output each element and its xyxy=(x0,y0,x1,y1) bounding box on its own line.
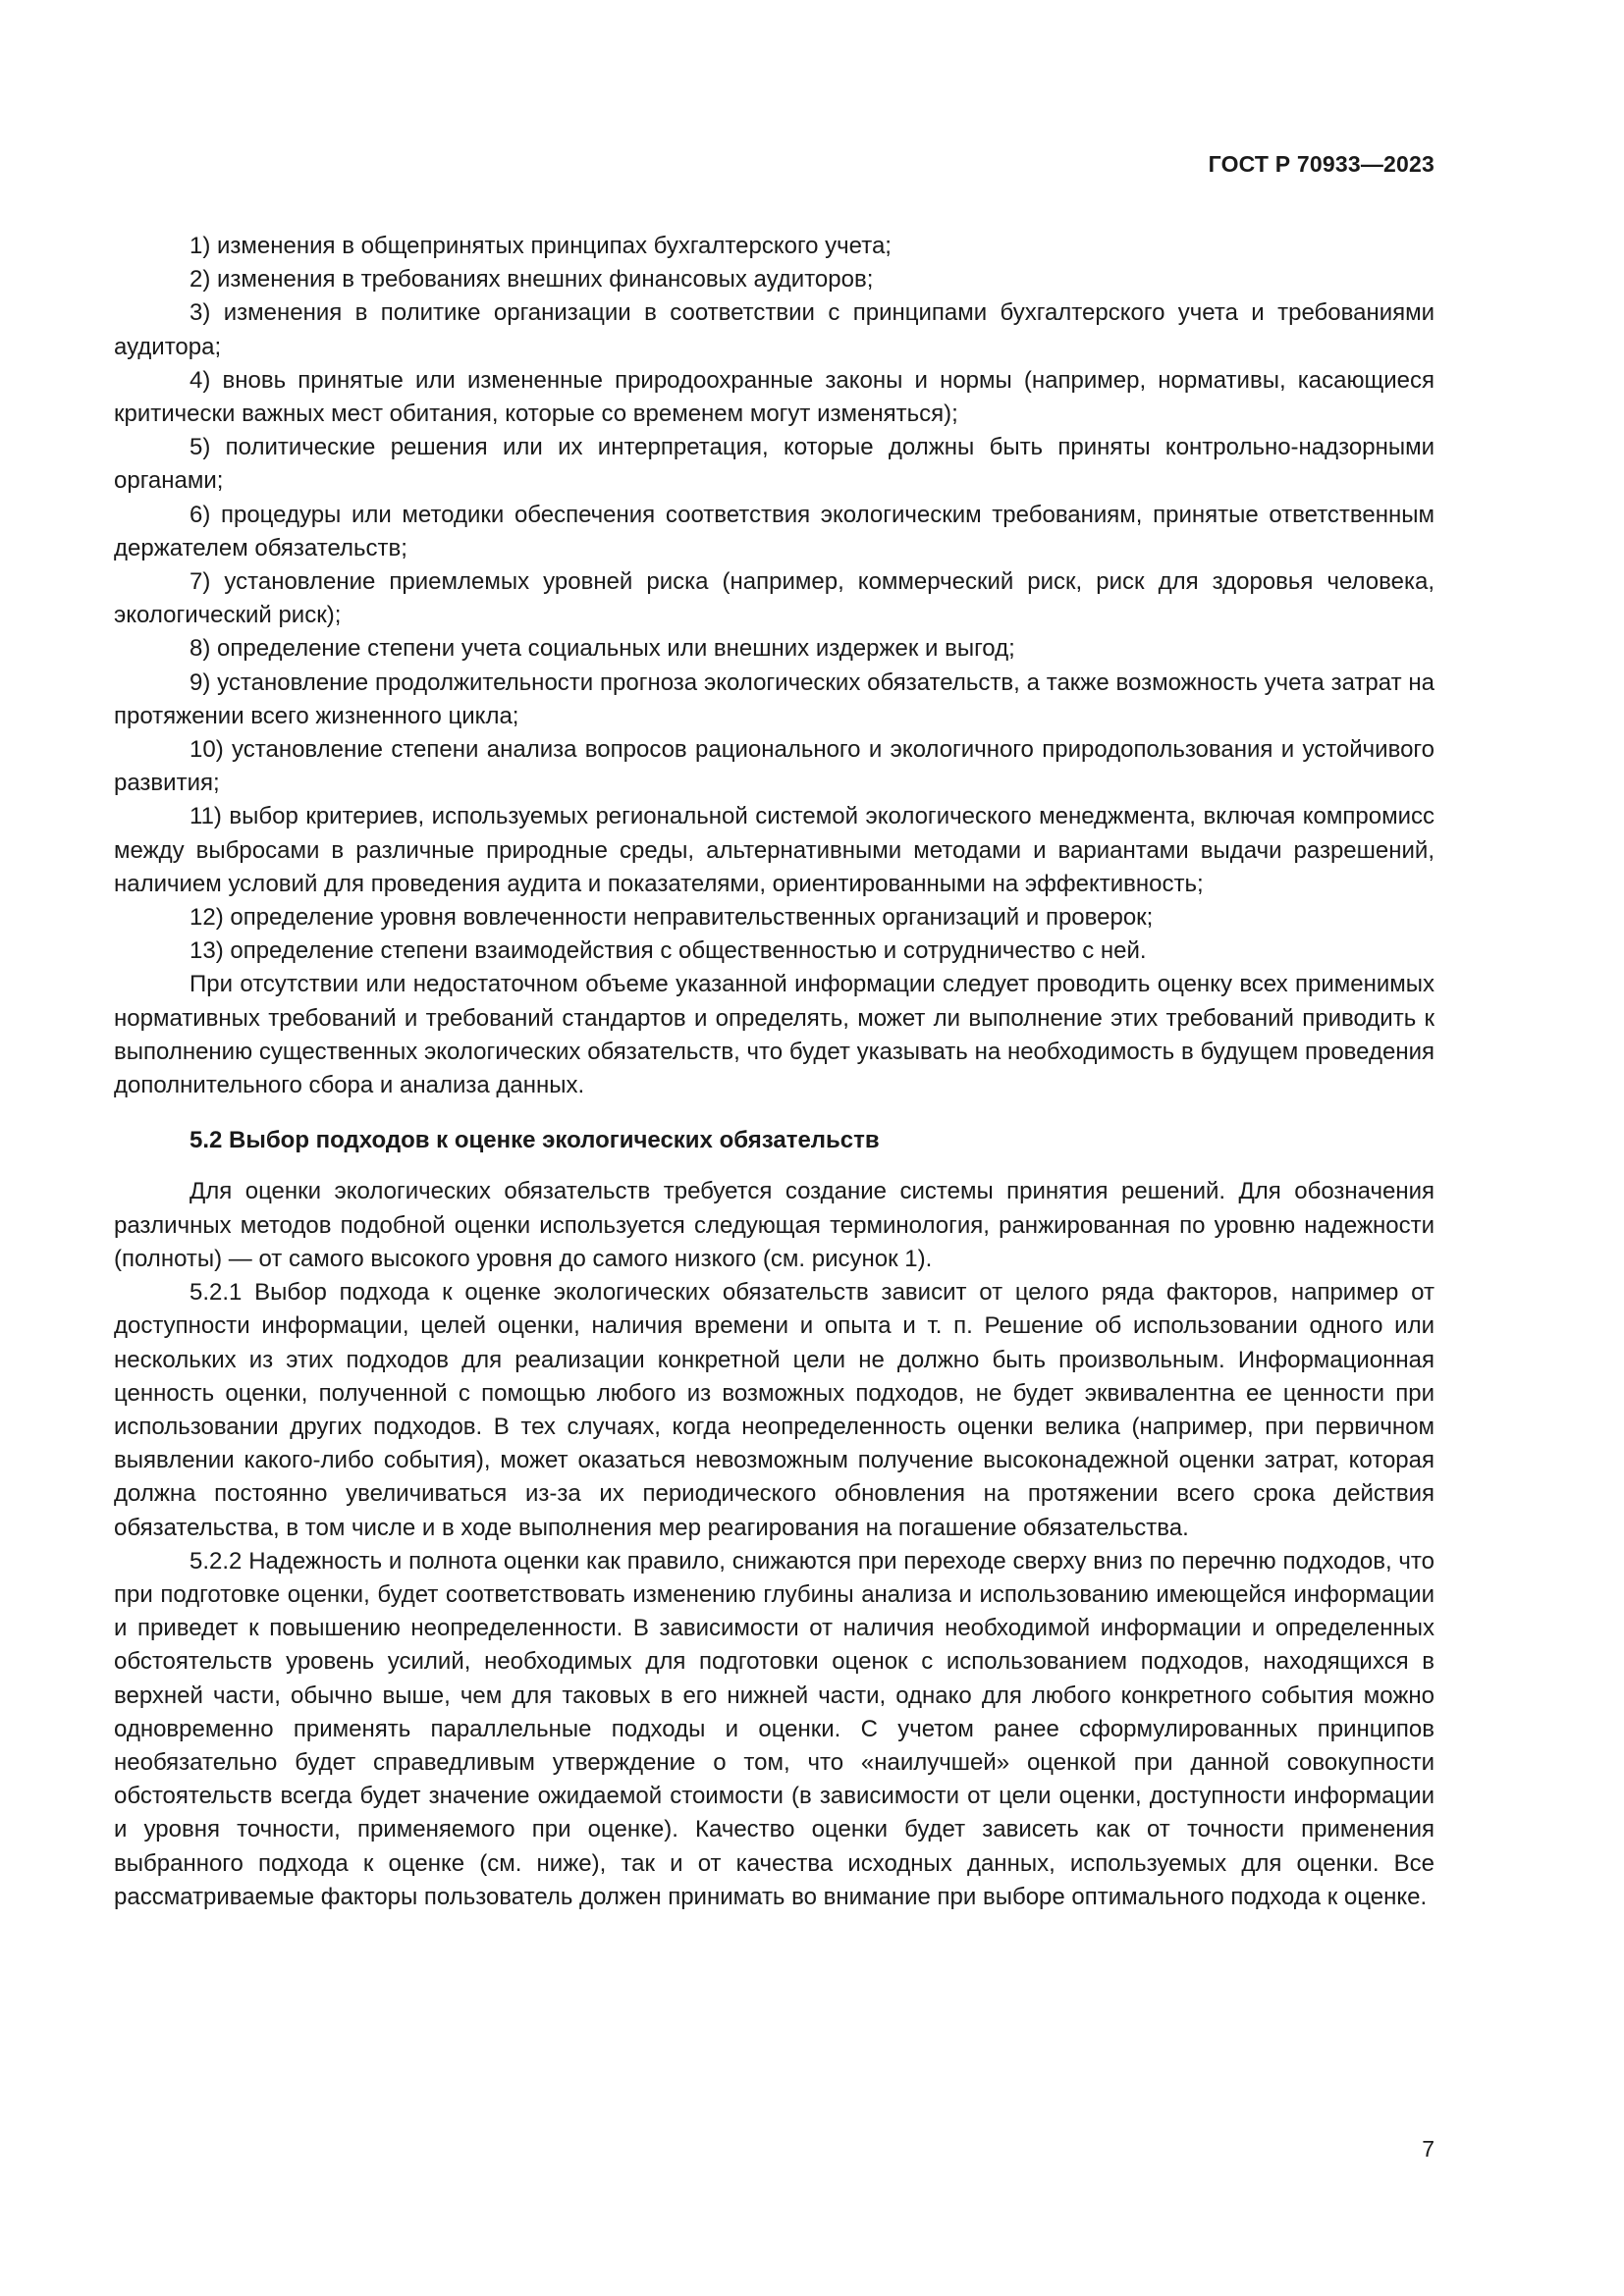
list-item: 10) установление степени анализа вопросов рационального и экологичного природопользования и устойчивого развития; xyxy=(114,736,1435,797)
list-item: 4) вновь принятые или измененные природоохранные законы и нормы (например, нормативы, касающиеся критически важных мест обитания, которые со временем могут изменяться); xyxy=(114,366,1435,428)
paragraph: Для оценки экологических обязательств требуется создание системы принятия решений. Для обозначения различных методов подобной оценки используется следующая терминология, ранжированная по уровню надежности (полноты) — от самого высокого уровня до самого низкого (см. рисунок 1). xyxy=(114,1178,1435,1272)
paragraph: 5.2.2 Надежность и полнота оценки как правило, снижаются при переходе сверху вниз по перечню подходов, что при подготовке оценки, будет соответствовать изменению глубины анализа и использованию имеющейся информации и приведет к повышению неопределенности. В зависимости от наличия необходимой информации и определенных обстоятельств уровень усилий, необходимых для подготовки оценок с использованием подходов, находящихся в верхней части, обычно выше, чем для таковых в его нижней части, однако для любого конкретного события можно одновременно применять параллельные подходы и оценки. С учетом ранее сформулированных принципов необязательно будет справедливым утверждение о том, что «наилучшей» оценкой при данной совокупности обстоятельств всегда будет значение ожидаемой стоимости (в зависимости от цели оценки, доступности информации и уровня точности, применяемого при оценке). Качество оценки будет зависеть как от точности применения выбранного подхода к оценке (см. ниже), так и от качества исходных данных, используемых для оценки. Все рассматриваемые факторы пользователь должен принимать во внимание при выборе оптимального подхода к оценке. xyxy=(114,1547,1435,1910)
section-heading: 5.2 Выбор подходов к оценке экологических обязательств xyxy=(189,1127,880,1154)
list-item: 1) изменения в общепринятых принципах бухгалтерского учета; xyxy=(189,233,892,259)
list-item: 8) определение степени учета социальных или внешних издержек и выгод; xyxy=(189,635,1015,663)
list-item: 9) установление продолжительности прогноза экологических обязательств, а также возможность учета затрат на протяжении всего жизненного цикла; xyxy=(114,668,1435,729)
list-item: 7) установление приемлемых уровней риска (например, коммерческий риск, риск для здоровья человека, экологический риск); xyxy=(114,568,1435,629)
list-item: 6) процедуры или методики обеспечения соответствия экологическим требованиям, принятые ответственным держателем обязательств; xyxy=(114,501,1435,561)
list-item: 11) выбор критериев, используемых региональной системой экологического менеджмента, включая компромисс между выбросами в различные природные среды, альтернативными методами и вариантами выдачи разрешений, наличием условий для проведения аудита и показателями, ориентированными на эффективность; xyxy=(114,803,1435,897)
paragraph: При отсутствии или недостаточном объеме указанной информации следует проводить оценку всех применимых нормативных требований и требований стандартов и определять, может ли выполнение этих требований приводить к выполнению существенных экологических обязательств, что будет указывать на необходимость в будущем проведения дополнительного сбора и анализа данных. xyxy=(114,971,1435,1099)
paragraph: 5.2.1 Выбор подхода к оценке экологических обязательств зависит от целого ряда факторов, например от доступности информации, целей оценки, наличия времени и опыта и т. п. Решение об использовании одного или нескольких из этих подходов для реализации конкретной цели не должно быть произвольным. Информационная ценность оценки, полученной с помощью любого из возможных подходов, не будет эквивалентна ее ценности при использовании других подходов. В тех случаях, когда неопределенность оценки велика (например, при первичном выявлении какого-либо события), может оказаться невозможным получение высоконадежной оценки затрат, которая должна постоянно увеличиваться из-за их периодического обновления на протяжении всего срока действия обязательства, в том числе и в ходе выполнения мер реагирования на погашение обязательства. xyxy=(114,1279,1435,1541)
document-code: ГОСТ Р 70933—2023 xyxy=(1208,151,1435,177)
list-item: 3) изменения в политике организации в соответствии с принципами бухгалтерского учета и требованиями аудитора; xyxy=(114,299,1435,360)
page-content xyxy=(114,230,1435,1914)
page-number: 7 xyxy=(1422,2136,1435,2162)
list-item: 2) изменения в требованиях внешних финансовых аудиторов; xyxy=(189,266,874,294)
list-item: 5) политические решения или их интерпретация, которые должны быть приняты контрольно-надзорными органами; xyxy=(114,434,1435,495)
list-item: 12) определение уровня вовлеченности неправительственных организаций и проверок; xyxy=(189,904,1154,932)
list-item: 13) определение степени взаимодействия с общественностью и сотрудничество с ней. xyxy=(189,937,1147,965)
